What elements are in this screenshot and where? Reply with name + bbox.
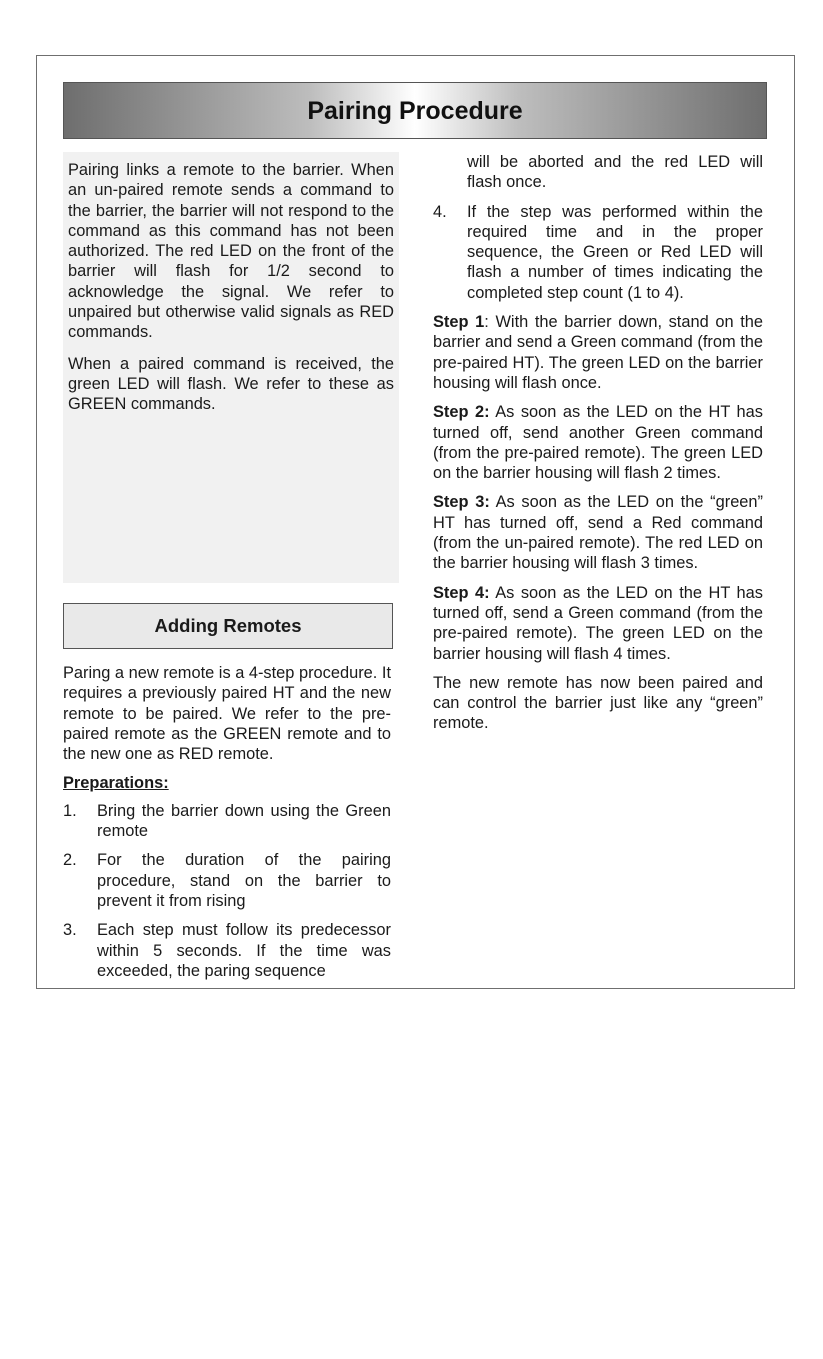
step-4-paragraph bbox=[433, 583, 763, 664]
step-1-sep: : bbox=[484, 313, 489, 332]
step-1-label: Step 1 bbox=[433, 313, 485, 332]
list-text: For the duration of the pairing procedure, stand on the barrier to prevent it from rising bbox=[97, 851, 391, 910]
adding-remotes-header bbox=[63, 603, 393, 649]
list-item bbox=[63, 920, 391, 981]
step-1-text: With the barrier down, stand on the barrier and send a Green command (from the pre-paired HT). The green LED on the barrier housing will flash once. bbox=[433, 313, 763, 392]
step-2-paragraph bbox=[433, 402, 763, 483]
preparations-heading: Preparations: bbox=[63, 774, 169, 793]
intro-paragraph-2: When a paired command is received, the green LED will flash. We refer to these as GREEN commands. bbox=[68, 354, 394, 414]
step-2-label: Step 2: bbox=[433, 403, 490, 422]
list-number: 4. bbox=[433, 202, 447, 221]
intro-paragraph-1: Pairing links a remote to the barrier. When an un-paired remote sends a command to the barrier, the barrier will not respond to the command as this command has not been authorized. The red LED on the front of the barrier will flash for 1/2 second to acknowledge the signal. We refer to unpaired but otherwise valid signals as RED commands. bbox=[68, 161, 394, 342]
list-number: 1. bbox=[63, 801, 77, 820]
adding-paragraph: Paring a new remote is a 4-step procedure. It requires a previously paired HT and the new remote to be paired. We refer to the pre-paired remote as the GREEN remote and to the new one as RED remote. bbox=[63, 664, 391, 764]
step-4-text: As soon as the LED on the HT has turned off, send a Green command (from the pre-paired remote). The green LED on the barrier housing will flash 4 times. bbox=[433, 583, 763, 663]
list-number: 2. bbox=[63, 851, 77, 870]
intro-box bbox=[63, 152, 399, 583]
list-text: If the step was performed within the required time and in the proper sequence, the Green or Red LED will flash a number of times indicating the completed step count (1 to 4). bbox=[467, 202, 763, 302]
step-2-text: As soon as the LED on the HT has turned off, send another Green command (from the pre-paired remote). The green LED on the barrier housing will flash 2 times. bbox=[433, 403, 763, 483]
list-item bbox=[63, 801, 391, 842]
closing-paragraph: The new remote has now been paired and can control the barrier just like any “green” remote. bbox=[433, 673, 763, 733]
title-banner bbox=[63, 82, 767, 139]
step-1-paragraph bbox=[433, 312, 763, 393]
preparations-list-cont bbox=[433, 202, 763, 303]
left-column-lower bbox=[63, 663, 391, 990]
list-number: 3. bbox=[63, 921, 77, 940]
step-3-text: As soon as the LED on the “green” HT has turned off, send a Red command (from the un-paired remote). The red LED on the barrier housing will flash 3 times. bbox=[433, 493, 763, 573]
step-3-paragraph bbox=[433, 492, 763, 573]
page-title: Pairing Procedure bbox=[307, 97, 523, 125]
list-item-3-continued: will be aborted and the red LED will flash once. bbox=[467, 153, 763, 192]
step-4-label: Step 4: bbox=[433, 583, 490, 602]
preparations-list bbox=[63, 801, 391, 981]
adding-remotes-title: Adding Remotes bbox=[154, 615, 302, 636]
list-item bbox=[63, 850, 391, 911]
list-item bbox=[433, 202, 763, 303]
right-column bbox=[433, 152, 763, 743]
list-text: Each step must follow its predecessor within 5 seconds. If the time was exceeded, the paring sequence bbox=[97, 921, 391, 980]
list-text: Bring the barrier down using the Green remote bbox=[97, 801, 391, 841]
step-3-label: Step 3: bbox=[433, 493, 490, 512]
